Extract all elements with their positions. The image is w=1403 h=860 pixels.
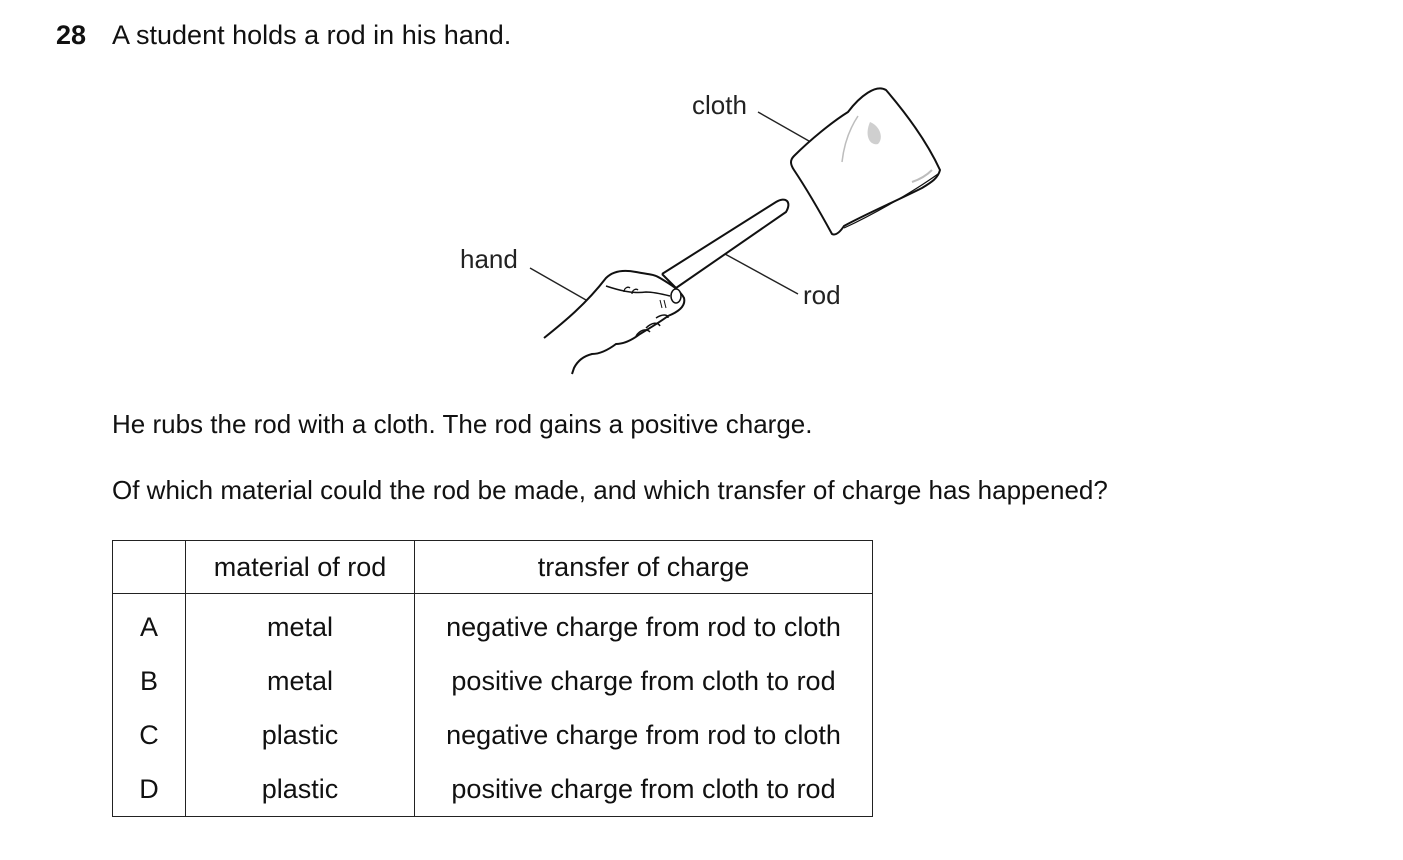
rod-leader-line <box>725 254 798 294</box>
table-row-b[interactable] <box>113 654 873 708</box>
option-material: metal <box>186 594 415 655</box>
header-material: material of rod <box>186 541 415 594</box>
option-material: plastic <box>186 762 415 817</box>
option-transfer: negative charge from rod to cloth <box>415 594 873 655</box>
option-transfer: positive charge from cloth to rod <box>415 654 873 708</box>
answer-options-table <box>112 540 873 817</box>
rod-shape <box>662 200 788 288</box>
option-letter: C <box>113 708 186 762</box>
option-letter: A <box>113 594 186 655</box>
table-row-a[interactable] <box>113 594 873 655</box>
question-stem: A student holds a rod in his hand. <box>112 20 512 50</box>
label-rod: rod <box>803 280 841 310</box>
option-material: metal <box>186 654 415 708</box>
paragraph-question: Of which material could the rod be made, and which transfer of charge has happened? <box>112 475 1108 505</box>
table-row-c[interactable] <box>113 708 873 762</box>
option-letter: D <box>113 762 186 817</box>
question-number: 28 <box>56 20 87 50</box>
label-hand: hand <box>460 244 518 274</box>
option-material: plastic <box>186 708 415 762</box>
option-letter: B <box>113 654 186 708</box>
rod-hand-cloth-diagram <box>440 78 960 388</box>
table-row-d[interactable] <box>113 762 873 817</box>
table-header-row <box>113 541 873 594</box>
paragraph-rubs-rod: He rubs the rod with a cloth. The rod gains a positive charge. <box>112 409 813 439</box>
option-transfer: negative charge from rod to cloth <box>415 708 873 762</box>
header-transfer: transfer of charge <box>415 541 873 594</box>
question-header <box>56 18 511 52</box>
cloth-shape <box>791 88 940 234</box>
label-cloth: cloth <box>692 90 747 120</box>
option-transfer: positive charge from cloth to rod <box>415 762 873 817</box>
hand-shape <box>544 271 684 374</box>
header-letter <box>113 541 186 594</box>
